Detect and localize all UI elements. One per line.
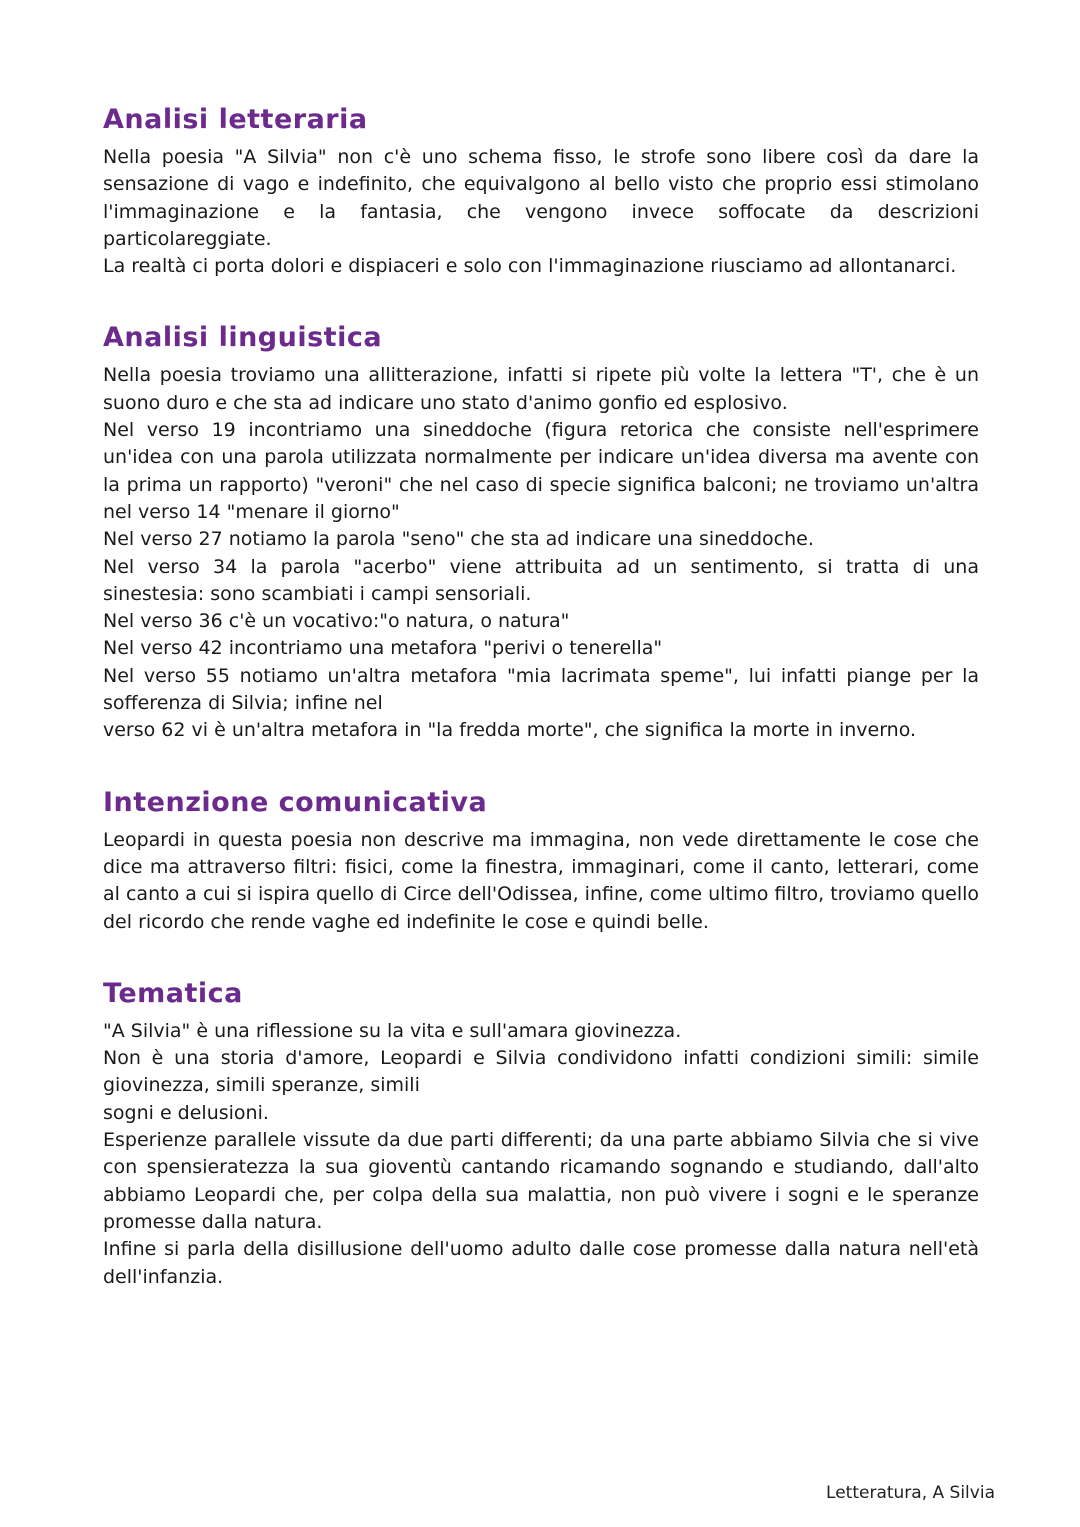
section-intenzione-comunicativa bbox=[103, 783, 979, 936]
paragraph: Nel verso 55 notiamo un'altra metafora "mia lacrimata speme", lui infatti piange per la sofferenza di Silvia; infine nel bbox=[103, 664, 979, 715]
paragraph: Nel verso 34 la parola "acerbo" viene attribuita ad un sentimento, si tratta di una sinestesia: sono scambiati i campi sensoriali. bbox=[103, 555, 979, 605]
section-analisi-linguistica bbox=[103, 318, 979, 744]
document-page bbox=[103, 100, 979, 1329]
paragraph: Nel verso 36 c'è un vocativo:"o natura, o natura" bbox=[103, 610, 570, 633]
page-footer: Letteratura, A Silvia bbox=[826, 1483, 995, 1503]
section-heading: Tematica bbox=[103, 977, 243, 1009]
section-tematica bbox=[103, 974, 979, 1291]
paragraph: "A Silvia" è una riflessione su la vita e sull'amara giovinezza. bbox=[103, 1019, 682, 1042]
section-heading: Analisi linguistica bbox=[103, 322, 383, 354]
paragraph: Nel verso 42 incontriamo una metafora "perivi o tenerella" bbox=[103, 637, 663, 660]
paragraph: sogni e delusioni. bbox=[103, 1101, 269, 1124]
paragraph: Nella poesia "A Silvia" non c'è uno schema fisso, le strofe sono libere così da dare la sensazione di vago e indefinito, che equivalgono al bello visto che proprio essi stimolano l'immaginazione e la fantasia, che vengono invece soffocate da descrizioni particolareggiate. bbox=[103, 146, 979, 250]
paragraph: Infine si parla della disillusione dell'uomo adulto dalle cose promesse dalla natura nell'età dell'infanzia. bbox=[103, 1238, 979, 1288]
paragraph: Leopardi in questa poesia non descrive ma immagina, non vede direttamente le cose che dice ma attraverso filtri: fisici, come la finestra, immaginari, come il canto, letterari, come al canto a cui si ispira quello di Circe dell'Odissea, infine, come ultimo filtro, troviamo quello del ricordo che rende vaghe ed indefinite le cose e quindi belle. bbox=[103, 828, 979, 933]
section-heading: Analisi letteraria bbox=[103, 104, 368, 135]
section-heading: Intenzione comunicativa bbox=[103, 786, 488, 818]
paragraph: Non è una storia d'amore, Leopardi e Silvia condividono infatti condizioni simili: simile giovinezza, simili speranze, simili bbox=[103, 1047, 979, 1097]
section-analisi-letteraria bbox=[103, 100, 979, 280]
paragraph: La realtà ci porta dolori e dispiaceri e solo con l'immaginazione riusciamo ad allontanarci. bbox=[103, 255, 957, 278]
paragraph: Nel verso 19 incontriamo una sineddoche (figura retorica che consiste nell'esprimere un'idea con una parola utilizzata normalmente per indicare un'idea diversa ma avente con la prima un rapporto) "veroni" che nel caso di specie significa balconi; ne troviamo un'altra nel verso 14 "menare il giorno" bbox=[103, 419, 979, 523]
paragraph: Nel verso 27 notiamo la parola "seno" che sta ad indicare una sineddoche. bbox=[103, 528, 814, 551]
paragraph: Nella poesia troviamo una allitterazione, infatti si ripete più volte la lettera "T', che è un suono duro e che sta ad indicare uno stato d'animo gonfio ed esplosivo. bbox=[103, 364, 979, 414]
paragraph: Esperienze parallele vissute da due parti differenti; da una parte abbiamo Silvia che si vive con spensieratezza la sua gioventù cantando ricamando sognando e studiando, dall'alto abbiamo Leopardi che, per colpa della sua malattia, non può vivere i sogni e le speranze promesse dalla natura. bbox=[103, 1129, 979, 1233]
paragraph: verso 62 vi è un'altra metafora in "la fredda morte", che significa la morte in inverno. bbox=[103, 719, 917, 742]
